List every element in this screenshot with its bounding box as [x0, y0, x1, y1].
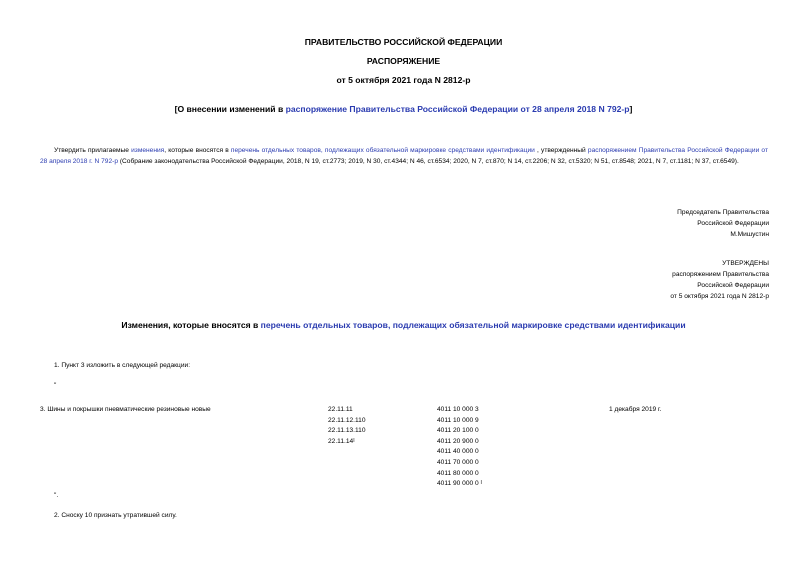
list-link[interactable]: перечень отдельных товаров, подлежащих обязательной маркировке средствами идентификации — [230, 147, 535, 154]
quote-close: ". — [54, 492, 59, 499]
okpd-code: 22.11.11 — [328, 406, 353, 413]
footnote-mark: I — [480, 480, 482, 487]
tnved-codes — [437, 404, 482, 489]
okpd-code: 22.11.12.110 — [328, 416, 366, 424]
table-row-name: 3. Шины и покрышки пневматические резиновые новые — [40, 406, 211, 413]
subject-close: ] — [629, 104, 633, 114]
okpd-code: $22.11.14^I$ — [328, 437, 355, 445]
approved-heading: УТВЕРЖДЕНЫ — [722, 260, 769, 267]
tnved-code: 4011 40 000 0 — [437, 448, 479, 456]
body-text-4: (Собрание законодательства Российской Федерации, 2018, N 19, ст.2773; 2019, N 30, ст.4344; N 46, ст.6534; 2020, N 7, ст.870; N 14, ст.2206; N 32, ст.5320; N 51, ст.8548; 2021, N 7, ст.1181; N 37, ст.6549). — [118, 158, 739, 165]
tnved-code: 4011 20 900 0 — [437, 437, 479, 445]
changes-title-text: Изменения, которые вносятся в — [121, 320, 261, 330]
signature-name: М.Мишустин — [730, 231, 769, 238]
changes-link[interactable]: изменения — [131, 147, 165, 154]
approved-line-2: распоряжением Правительства — [672, 271, 769, 278]
document-date-number: от 5 октября 2021 года N 2812-р — [336, 75, 471, 85]
document-subject — [0, 104, 807, 114]
tnved-code: 4011 20 100 0 — [437, 427, 479, 435]
okpd-codes — [328, 404, 366, 446]
tnved-code: 4011 90 000 0 $^I$ — [437, 480, 482, 488]
order-link[interactable]: распоряжением Правительства Российской Федерации от 28 апреля 2018 г. N 792-р — [40, 147, 768, 165]
body-text-3: , утвержденный — [534, 147, 588, 154]
footnote-mark: I — [353, 437, 355, 444]
approved-line-3: Российской Федерации — [697, 282, 769, 289]
body-text-2: , которые вносятся в — [164, 147, 231, 154]
main-paragraph — [40, 145, 768, 167]
table-row-date: 1 декабря 2019 г. — [609, 406, 662, 413]
subject-link[interactable]: распоряжение Правительства Российской Федерации от 28 апреля 2018 N 792-р — [285, 104, 630, 114]
approved-line-4: от 5 октября 2021 года N 2812-р — [670, 293, 769, 300]
okpd-code: 22.11.13.110 — [328, 427, 366, 435]
tnved-code: 4011 10 000 9 — [437, 416, 479, 424]
item-1: 1. Пункт 3 изложить в следующей редакции: — [54, 362, 191, 369]
tnved-code: 4011 70 000 0 — [437, 458, 479, 466]
tnved-code: 4011 80 000 0 — [437, 469, 479, 477]
signature-position: Председатель Правительства — [677, 209, 769, 216]
subject-open: [О внесении изменений в — [174, 104, 286, 114]
tnved-code: 4011 10 000 3 — [437, 406, 479, 413]
changes-title-link[interactable]: перечень отдельных товаров, подлежащих обязательной маркировке средствами идентификации — [260, 320, 686, 330]
body-text-1: Утвердить прилагаемые — [54, 147, 132, 154]
quote-open: " — [54, 382, 57, 389]
government-title: ПРАВИТЕЛЬСТВО РОССИЙСКОЙ ФЕДЕРАЦИИ — [304, 37, 503, 47]
item-2: 2. Сноску 10 признать утратившей силу. — [54, 512, 177, 519]
signature-country: Российской Федерации — [697, 220, 769, 227]
changes-title — [0, 320, 807, 330]
document-type: РАСПОРЯЖЕНИЕ — [366, 56, 441, 66]
